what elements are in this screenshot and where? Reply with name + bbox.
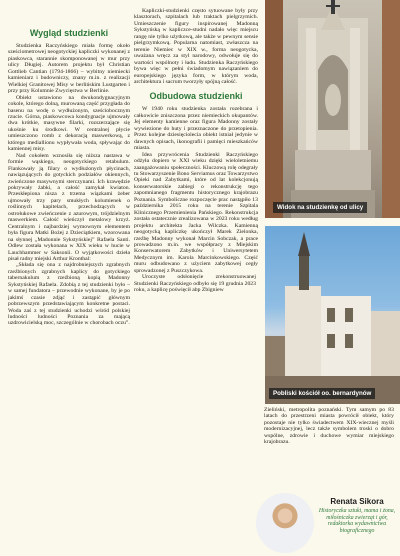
- photo-caption-2: Pobliski kościół oo. bernardynów: [269, 388, 375, 399]
- paragraph: W 1940 roku studzienka została rozebrana i całkowicie zniszczona przez niemieckich okupantów. Jej elementy kamienne oraz figura Madonny zostały wywiezione do huty i przeznaczone do przetopienia. Przez kolejne dziesięciolecia obiekt istniał jedynie w dawnych opisach, ikonografii i pamięci mieszkańców miasta.: [134, 106, 258, 152]
- paragraph: Kapliczki-studzienki często sytuowane były przy klasztorach, szpitalach lub traktach pielgrzymich. Umieszczenie figury inspirowanej Madonną Sykstyńską w kapliczce-studni nadało więc miejscu rangę nie tylko użytkową, ale także w pewnym sensie pielgrzymkową. Popularna natomiast, zwłaszcza na terenie Niemiec w XIX w., forma neogotycka, uważana wręcz za styl narodowy, odwołuje się do wartości wspólnoty i ładu. Studzienka Raczyńskiego bywa więc w pełni świadomym nawiązaniem do europejskiego języka form, w którym woda, architektura i sacrum tworzyły spójną całość.: [134, 8, 258, 85]
- author-avatar: [256, 493, 314, 553]
- photo-well-street-view: [265, 0, 400, 218]
- photo-caption-1: Widok na studzienkę od ulicy: [273, 202, 367, 213]
- church-illustration: [265, 226, 400, 404]
- author-box: [318, 497, 396, 534]
- author-bio: Historyczka sztuki, mama i żona, miłośniczka zwierząt i gór, redaktorka wydawnictwa biograficznego: [318, 508, 396, 534]
- well-chapel-illustration: [265, 0, 400, 218]
- paragraph: Zieliński, metropolita poznański. Tym samym po 83 latach do przestrzeni miasta powrócił obiekt, który pozostaje nie tylko świadectwem XIX-wiecznej myśli modernizacyjnej, lecz także symbolem troski o dobro wspólne, zdrowie i duchowe wymiar miejskiego krajobrazu.: [264, 407, 394, 446]
- text-column-2: [134, 8, 258, 552]
- paragraph: Nad cokołem wznosiła się niższa nastawa w formie wąskiego, neogotyckiego retabulum. Flankowały ją filary o wydłużonych płycinach, nawiązujących do gotyckich podziałów okiennych, zwieńczone masywnymi sterczynami. Ich krawędzie pokrywały żabki, a całość zamykał kwiaton. Przeskłepiona nisza z trzema wiązkami żeber ujmowały trzy pary smukłych kolumienek o roślinnych kapitelach, przechodzących w ostrołukowe zwieńczenie z azurowym, trójdzielnym maswerkiem. Całość wieńczył metalowy krzyż. Centralnym i najbardziej wymownym elementem była figura Matki Bożej z Dzieciątkiem, wzorowana na słynnej „Madonnie Sykstyńskiej” Rafaela Santi. Odlew została wykonana w XIX wieku w hucie w Lauchhammer w Saksonii. O wyjątkowości dzieła pisał radny miejski Arthur Kronthal:: [8, 152, 130, 262]
- paragraph: Studzienka Raczyńskiego miała formę około sześciometrowej neogotyckiej kapliczki wykonanej z piaskowca, starannie skomponowanej w mur przy ulicy Długiej. Autorem projektu był Christian Gottlieb Cantian (1794-1866) – wybitny niemiecki kamieniarz i budowniczy, znany m.in. z realizacji Wielkiej Granitowej Misy w berlińskim Lustgarten i przy przy Kolumnie Zwycięstwa w Berlinie.: [8, 43, 130, 95]
- text-column-1: [8, 27, 130, 551]
- photo-bernardine-church: [265, 226, 400, 404]
- section-heading-rebuild: Odbudowa studzienki: [149, 91, 243, 102]
- section-heading-appearance: Wygląd studzienki: [29, 28, 109, 38]
- paragraph: Obiekt ustawiono na dwukondygnacyjnym cokole, którego dolną, murowaną część przygłada do basenu na wodę o wydłużonym, sześciobocznym rzucie. Górna, piaskowcowa kondygnacje ujmowały dwa krótkie, masywne filarki, rozszerzające się ukośnie ku środkowi. W centralnej płycie umieszczono romb z dekoracją maswerkową, z którego mediallionu wypływała woda, spływając do kamiennej misy.: [8, 94, 130, 153]
- author-name: Renata Sikora: [330, 497, 384, 506]
- text-column-3: [264, 407, 394, 507]
- paragraph: Uroczyste odsłonięcie zrekonstruowanej Studzienki Raczyńskiego odbyło się 19 grudnia 2023 roku, a kaplicę poświęcił abp Zbigniew: [134, 274, 256, 294]
- paragraph: Idea przywrócenia Studzienki Raczyńskiego odżyła dopiero w XXI wieku dzięki wieloletniemu zaangażowaniu społeczności. Kluczową rolę odegrały tu Stowarzyszenie Bono Serviamus oraz Towarzystwo Opieki nad Zabytkami, które od lat kolekcjonują konserwatorskie zabiegi o rekonstrukcję tego zapomnianego fragmentu historycznego krajobrazu Poznania. Symboliczne rozpoczęcie prac nastąpiło 13 października 2015 roku na terenie Szpitala Klinicznego Przemienienia Pańskiego. Rekonstrukcja została ostatecznie zrealizowana w 2023 roku według projektu architekta Jacka Wilczka. Kamienną neogotycką kapliczkę ukończył Marek Zielonka, rzeźbę Madonny wykonał Marcin Sobczak, a prace prowadzono m.in. we współpracy z Miejskim Konserwatorem Zabytków i Uniwersytetem Medycznym im. Karola Marcinkowskiego. Część muru odbudowano z użyciem zabytkowej cegły sprowadzonej z Puszczykowa.: [134, 151, 258, 274]
- paragraph-quote: „Składa się ona z najdrobniejszych zgrabnych rzeźbionych zgrabnych kaplicy do gotyckiego tabernakulum z rzeźbioną kopią Madonny Sykstyńskiej Rafaela. Zdobią z tej studzienki było – w samej fundatora – przewodnie wykonane, by je po jakimś czasie zdjąć i zastąpić głównym pobrzewszym przedstawiającym konkretne postaci. Woda zaś z tej studzienki uchodzi wśród polskiej ludności ludności Poznania za mającą uzdrowicielską moc, szczególnie w chorobach oczu”.: [8, 262, 130, 327]
